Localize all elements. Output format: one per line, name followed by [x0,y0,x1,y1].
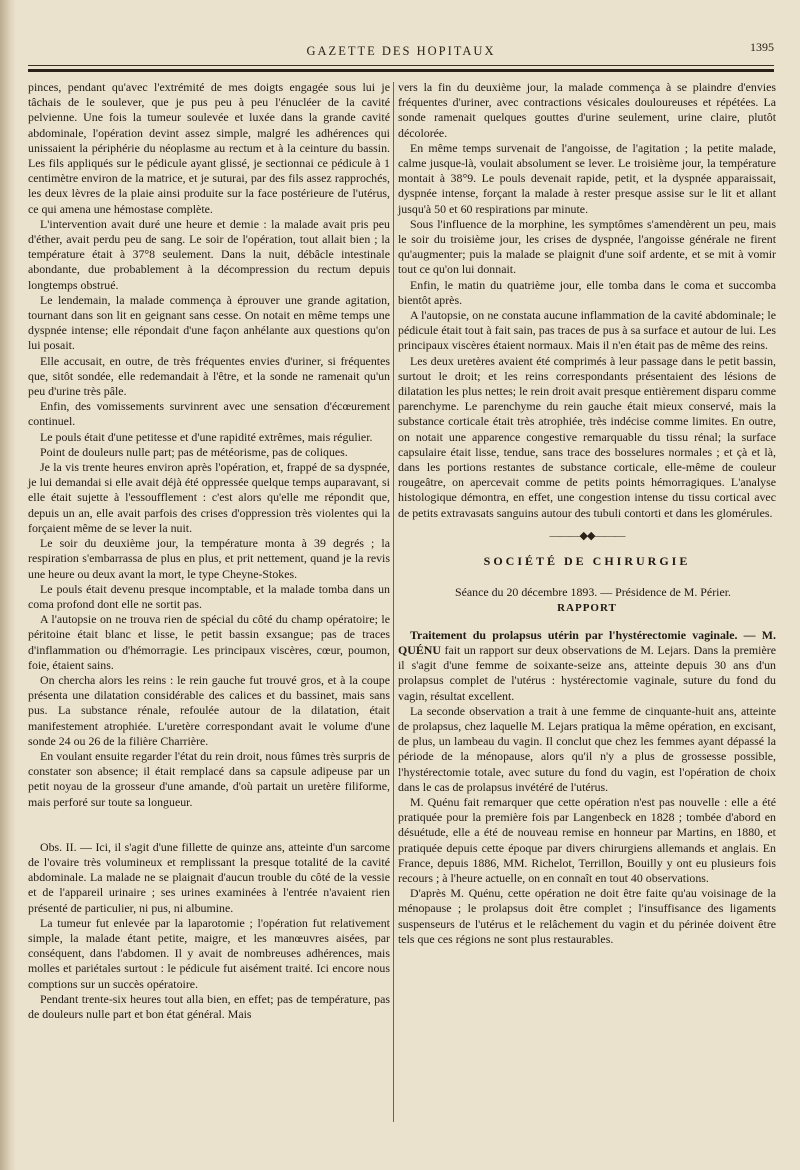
header-rule-thick [28,69,774,72]
column-divider [393,82,394,1122]
paragraph: Pendant trente-six heures tout alla bien, en effet; pas de température, pas de douleurs nulle part et bon état général. Mais [28,991,390,1021]
page-header [28,40,774,62]
right-column [398,80,776,947]
left-column [28,80,390,1022]
paragraph: M. Quénu fait remarquer que cette opération n'est pas nouvelle : elle a été pratiquée pour la première fois par Langenbeck en 1828 ; tombée d'abord en désuétude, elle a été de nouveau remise en honneur par Martins, en 1880, et pratiquée depuis cette époque par divers chirurgiens allemands et anglais. En France, depuis 1886, MM. Richelot, Terrillon, Bouilly y ont eu plusieurs fois recours ; à l'heure actuelle, on en connaît en tout 40 observations. [398,794,776,885]
paragraph: Sous l'influence de la morphine, les symptômes s'amendèrent un peu, mais le soir du troisième jour, les crises de dyspnée, l'angoisse générale ne firent qu'augmenter; puis la malade se plaignit d'une soif ardente, et se mit à vomir tout ce qu'on lui donnait. [398,216,776,277]
paragraph: La tumeur fut enlevée par la laparotomie ; l'opération fut relativement simple, la malade étant petite, maigre, et les manœuvres aisées, par conséquent, dans l'abdomen. Il y avait de nombreuses adhérences, mais molles et pariétales surtout : le pédicule fut aisément traité. Ici encore nous comptions sur un succès opératoire. [28,915,390,991]
paragraph: Je la vis trente heures environ après l'opération, et, frappé de sa dyspnée, je lui demandai si elle avait déjà été oppressée quelque temps auparavant, si elle était sujette à l'essoufflement : c'est alors qu'elle me répondit que, depuis un an, elle avait parfois des crises d'oppression très violentes qui la forçaient même de se lever la nuit. [28,460,390,535]
paragraph: A l'autopsie, on ne constata aucune inflammation de la cavité abdominale; le pédicule était tout à fait sain, pas traces de pus à sa surface et autour de lui. Les principaux viscères étaient normaux. Mais il n'en était pas de même des reins. [398,308,776,353]
paragraph: Elle accusait, en outre, de très fréquentes envies d'uriner, si fréquentes que, sitôt sondée, elle redemandait à l'être, et la sonde ne ramenait qu'un peu d'urine très pâle. [28,353,390,399]
rapport-heading: Traitement du prolapsus utérin par l'hystérectomie vaginale. — M. QUÉNU [398,627,776,657]
section-title: SOCIÉTÉ DE CHIRURGIE [483,554,691,569]
paragraph: Le lendemain, la malade commença à éprouver une grande agitation, tournant dans son lit en geignant sans cesse. On notait en même temps une dyspnée intense; elle répondait d'une façon anhélante aux questions qu'on lui posait. [28,292,390,353]
rapport-first-paragraph [398,628,776,704]
paragraph: pinces, pendant qu'avec l'extrémité de mes doigts engagée sous lui je tâchais de le soulever, que je pus peu à peu l'énucléer de la cavité pelvienne. Une fois la tumeur soulevée et luxée dans la grande cavité abdominale, l'opération devint assez simple, malgré les adhérences qui unissaient la périphérie du néoplasme au rectum et à la ceinture du bassin. Les fils appliqués sur le pédicule ayant glissé, je sectionnai ce pédicule à 1 centimètre environ de la matrice, et je suturai, par des fils assez rapprochés, les deux lèvres de la plaie ainsi produite sur la face postérieure de l'utérus, ce qui amena une hémostase complète. [28,80,390,216]
paragraph: Le pouls était d'une petitesse et d'une rapidité extrêmes, mais régulier. [40,429,373,444]
paragraph: Le pouls était devenu presque incomptable, et la malade tomba dans un coma profond dont elle ne sortit pas. [28,581,390,611]
paragraph: Obs. II. — Ici, il s'agit d'une fillette de quinze ans, atteinte d'un sarcome de l'ovaire très volumineux et remplissant la presque totalité de la cavité abdominale. La malade ne se plaignait d'aucun trouble du côté de la vessie et de l'appareil urinaire ; ses urines examinées à l'entrée n'avaient rien présenté de particulier, ni pus, ni albumine. [28,839,390,915]
paragraph: A l'autopsie on ne trouva rien de spécial du côté du champ opératoire; le péritoine était blanc et lisse, le petit bassin exsangue; pas de traces d'inflammation ou d'hémorragie. Les principaux viscères, cœur, poumon, foie, étaient sains. [28,612,390,672]
paragraph: L'intervention avait duré une heure et demie : la malade avait pris peu d'éther, avait perdu peu de sang. Le soir de l'opération, tout allait bien ; la température était à 37°8 seulement. Dans la nuit, débâcle intestinale abondante, due probablement à la décompression du rectum depuis longtemps obstrué. [28,216,390,292]
rapport-text: fait un rapport sur deux observations de M. Lejars. Dans la première il s'agit d'une femme de soixante-seize ans, atteinte depuis 30 ans d'un prolapsus complet de l'utérus : hystérectomie vaginale, suture du fond du vagin, résultat excellent. [398,642,776,703]
subsection-title: RAPPORT [557,601,617,614]
paragraph: En voulant ensuite regarder l'état du rein droit, nous fûmes très surpris de constater son absence; il était remplacé dans sa capsule adipeuse par un petit noyau de la grosseur d'une amande, d'où partait un uretère filiforme, mais perforé sur toute sa longueur. [28,748,390,809]
paragraph: D'après M. Quénu, cette opération ne doit être faite qu'au voisinage de la ménopause ; le prolapsus doit être complet ; l'insuffisance des ligaments suspenseurs de l'utérus et le relâchement du vagin et du périnée doivent être tels que ces régions ne sont plus restaurables. [398,886,776,946]
paragraph: Point de douleurs nulle part; pas de météorisme, pas de coliques. [40,444,348,459]
section-ornament: ———◆◆——— [549,529,625,542]
paragraph: Le soir du deuxième jour, la température monta à 39 degrés ; la respiration s'embarrassa de plus en plus, et prit nettement, quand je la revis une heure ou deux avant la mort, le type Cheyne-Stokes. [28,536,390,581]
journal-title: GAZETTE DES HOPITAUX [306,44,496,58]
meeting-line: Séance du 20 décembre 1893. — Présidence de M. Périer. [454,585,732,600]
paragraph: Enfin, des vomissements survinrent avec une sensation d'écœurement continuel. [28,399,390,429]
paragraph: On chercha alors les reins : le rein gauche fut trouvé gros, et à la coupe présenta une dilatation considérable des calices et du bassinet, mais sans pus. La substance rénale, refoulée autour de la dilatation, était manifestement atrophiée. L'uretère correspondant avait le volume d'une sonde 24 ou 26 de la filière Charrière. [28,672,390,748]
page-number: 1395 [750,40,774,54]
header-rule-thin [28,65,774,66]
observation-gap [28,810,390,840]
paragraph: vers la fin du deuxième jour, la malade commença à se plaindre d'envies fréquentes d'uriner, avec contractions vésicales douloureuses et répétées. La sonde ramenait quelques gouttes d'urine seulement, urine claire, plutôt décolorée. [398,80,776,140]
paragraph: En même temps survenait de l'angoisse, de l'agitation ; la petite malade, calme jusque-là, voulait absolument se lever. Le troisième jour, la température montait à 38°9. Le pouls devenait rapide, petit, et la dyspnée apparaissait, dyspnée intense, forçant la malade à rester presque assise sur le lit et allant jusqu'à 50 et 60 respirations par minute. [398,140,776,216]
paragraph: Les deux uretères avaient été comprimés à leur passage dans le petit bassin, surtout le droit; et les reins correspondants présentaient des lésions de dilatation les plus nettes; le rein droit avait presque entièrement disparu comme parenchyme. Le parenchyme du rein gauche était mieux conservé, mais la substance corticale était très atrophiée, très indécise comme limites. En outre, on notait une apparence congestive remarquable du tissu rénal; la surface capsulaire était lisse, tendue, sans trace des bosselures normales ; et çà et là, dans les portions restantes de substance corticale, elle-même de couleur rougeâtre, on apercevait comme de petits points hémorragiques. L'analyse histologique démontra, en effet, une congestion intense du tissu cortical avec de petits extravasats sanguins autour des tubuli contorti et dans les glomérules. [398,353,776,520]
paragraph: Enfin, le matin du quatrième jour, elle tomba dans le coma et succomba bientôt après. [398,277,776,307]
page-edge-shadow [0,0,16,1170]
paragraph: La seconde observation a trait à une femme de cinquante-huit ans, atteinte de prolapsus, chez laquelle M. Lejars pratiqua la même opération, en excisant, de plus, un lambeau du vagin. Il conclut que chez les femmes ayant dépassé la période de la ménopause, alors qu'il n'y a plus de grossesse possible, l'hystérectomie totale, avec suture du fond du vagin, est l'opération de choix dans le cas de prolapsus invétéré de l'utérus. [398,703,776,794]
